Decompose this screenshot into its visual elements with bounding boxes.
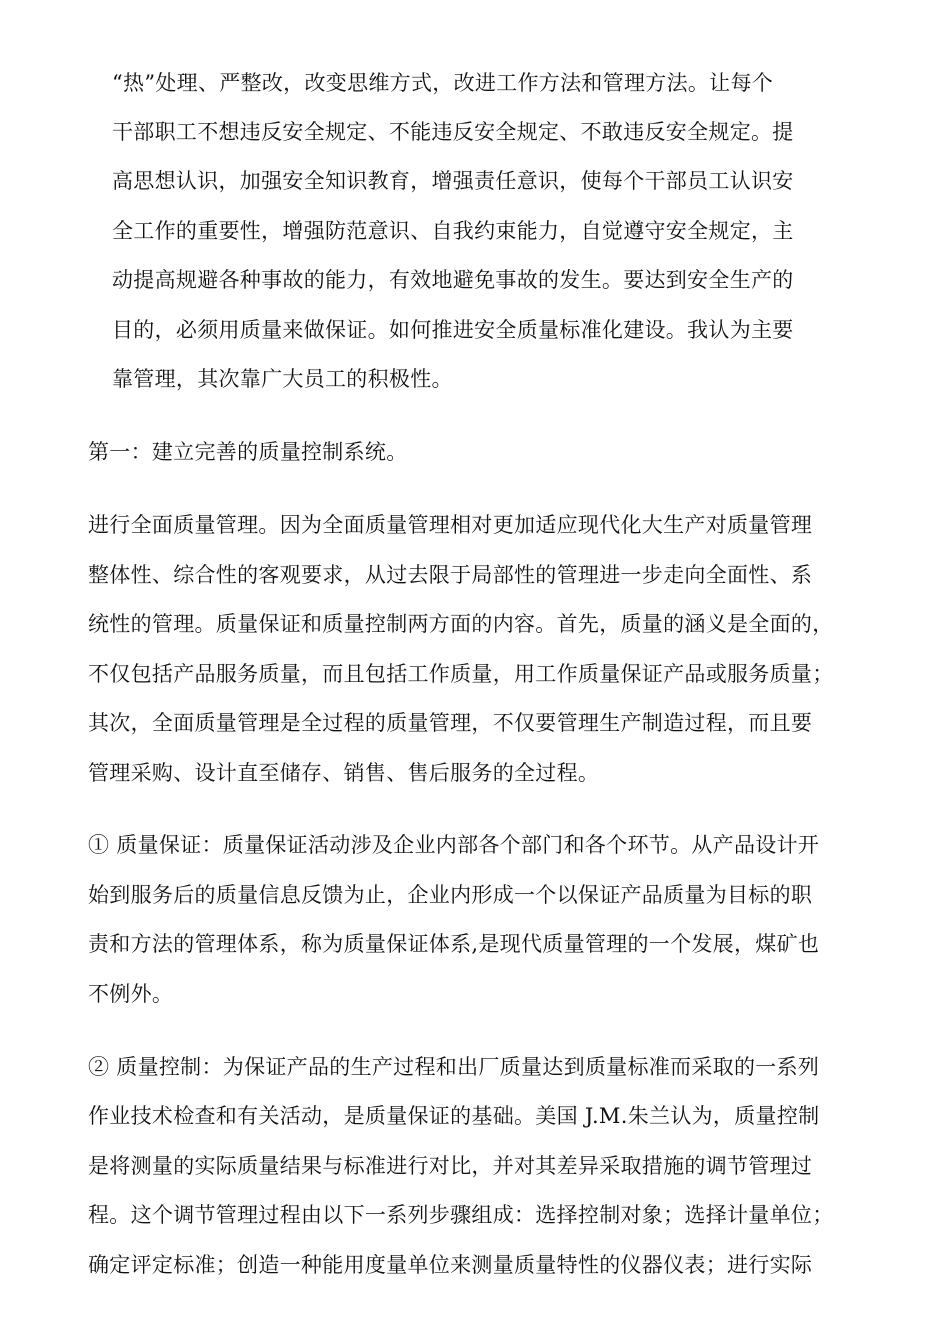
paragraph-line: 进行全面质量管理。因为全面质量管理相对更加适应现代化大生产对质量管理 <box>88 513 813 537</box>
paragraph-line: 干部职工不想违反安全规定、不能违反安全规定、不敢违反安全规定。提 <box>112 120 794 144</box>
paragraph-line: 动提高规避各种事故的能力，有效地避免事故的发生。要达到安全生产的 <box>112 268 794 292</box>
paragraph-line: ① 质量保证：质量保证活动涉及企业内部各个部门和各个环节。从产品设计开 <box>88 833 820 857</box>
paragraph-line: 不仅包括产品服务质量，而且包括工作质量，用工作质量保证产品或服务质量； <box>88 662 834 686</box>
paragraph-line: 是将测量的实际质量结果与标准进行对比，并对其差异采取措施的调节管理过 <box>88 1154 813 1178</box>
paragraph-line: 统性的管理。质量保证和质量控制两方面的内容。首先，质量的涵义是全面的， <box>88 612 834 636</box>
section-heading: 第一：建立完善的质量控制系统。 <box>88 440 408 464</box>
paragraph-line: 确定评定标准；创造一种能用度量单位来测量质量特性的仪器仪表；进行实际 <box>88 1253 813 1277</box>
paragraph-line: 管理采购、设计直至储存、销售、售后服务的全过程。 <box>88 761 600 785</box>
paragraph-line: 高思想认识，加强安全知识教育，增强责任意识，使每个干部员工认识安 <box>112 169 794 193</box>
paragraph-line: 整体性、综合性的客观要求，从过去限于局部性的管理进一步走向全面性、系 <box>88 563 813 587</box>
paragraph-line: “热”处理、严整改，改变思维方式，改进工作方法和管理方法。让每个 <box>112 71 774 95</box>
paragraph-line: 目的，必须用质量来做保证。如何推进安全质量标准化建设。我认为主要 <box>112 318 794 342</box>
paragraph-line: 靠管理，其次靠广大员工的积极性。 <box>112 367 453 391</box>
paragraph-line: 程。这个调节管理过程由以下一系列步骤组成：选择控制对象；选择计量单位； <box>88 1203 834 1227</box>
paragraph-line: 全工作的重要性，增强防范意识、自我约束能力，自觉遵守安全规定，主 <box>112 219 794 243</box>
paragraph-line: 责和方法的管理体系，称为质量保证体系,是现代质量管理的一个发展，煤矿也 <box>88 932 820 956</box>
paragraph-line: 始到服务后的质量信息反馈为止，企业内形成一个以保证产品质量为目标的职 <box>88 883 813 907</box>
paragraph-line: ② 质量控制：为保证产品的生产过程和出厂质量达到质量标准而采取的一系列 <box>88 1055 820 1079</box>
paragraph-line: 不例外。 <box>88 982 174 1006</box>
paragraph-line: 作业技术检查和有关活动，是质量保证的基础。美国 J.M.朱兰认为，质量控制 <box>88 1104 820 1128</box>
paragraph-line: 其次，全面质量管理是全过程的质量管理，不仅要管理生产制造过程，而且要 <box>88 711 813 735</box>
